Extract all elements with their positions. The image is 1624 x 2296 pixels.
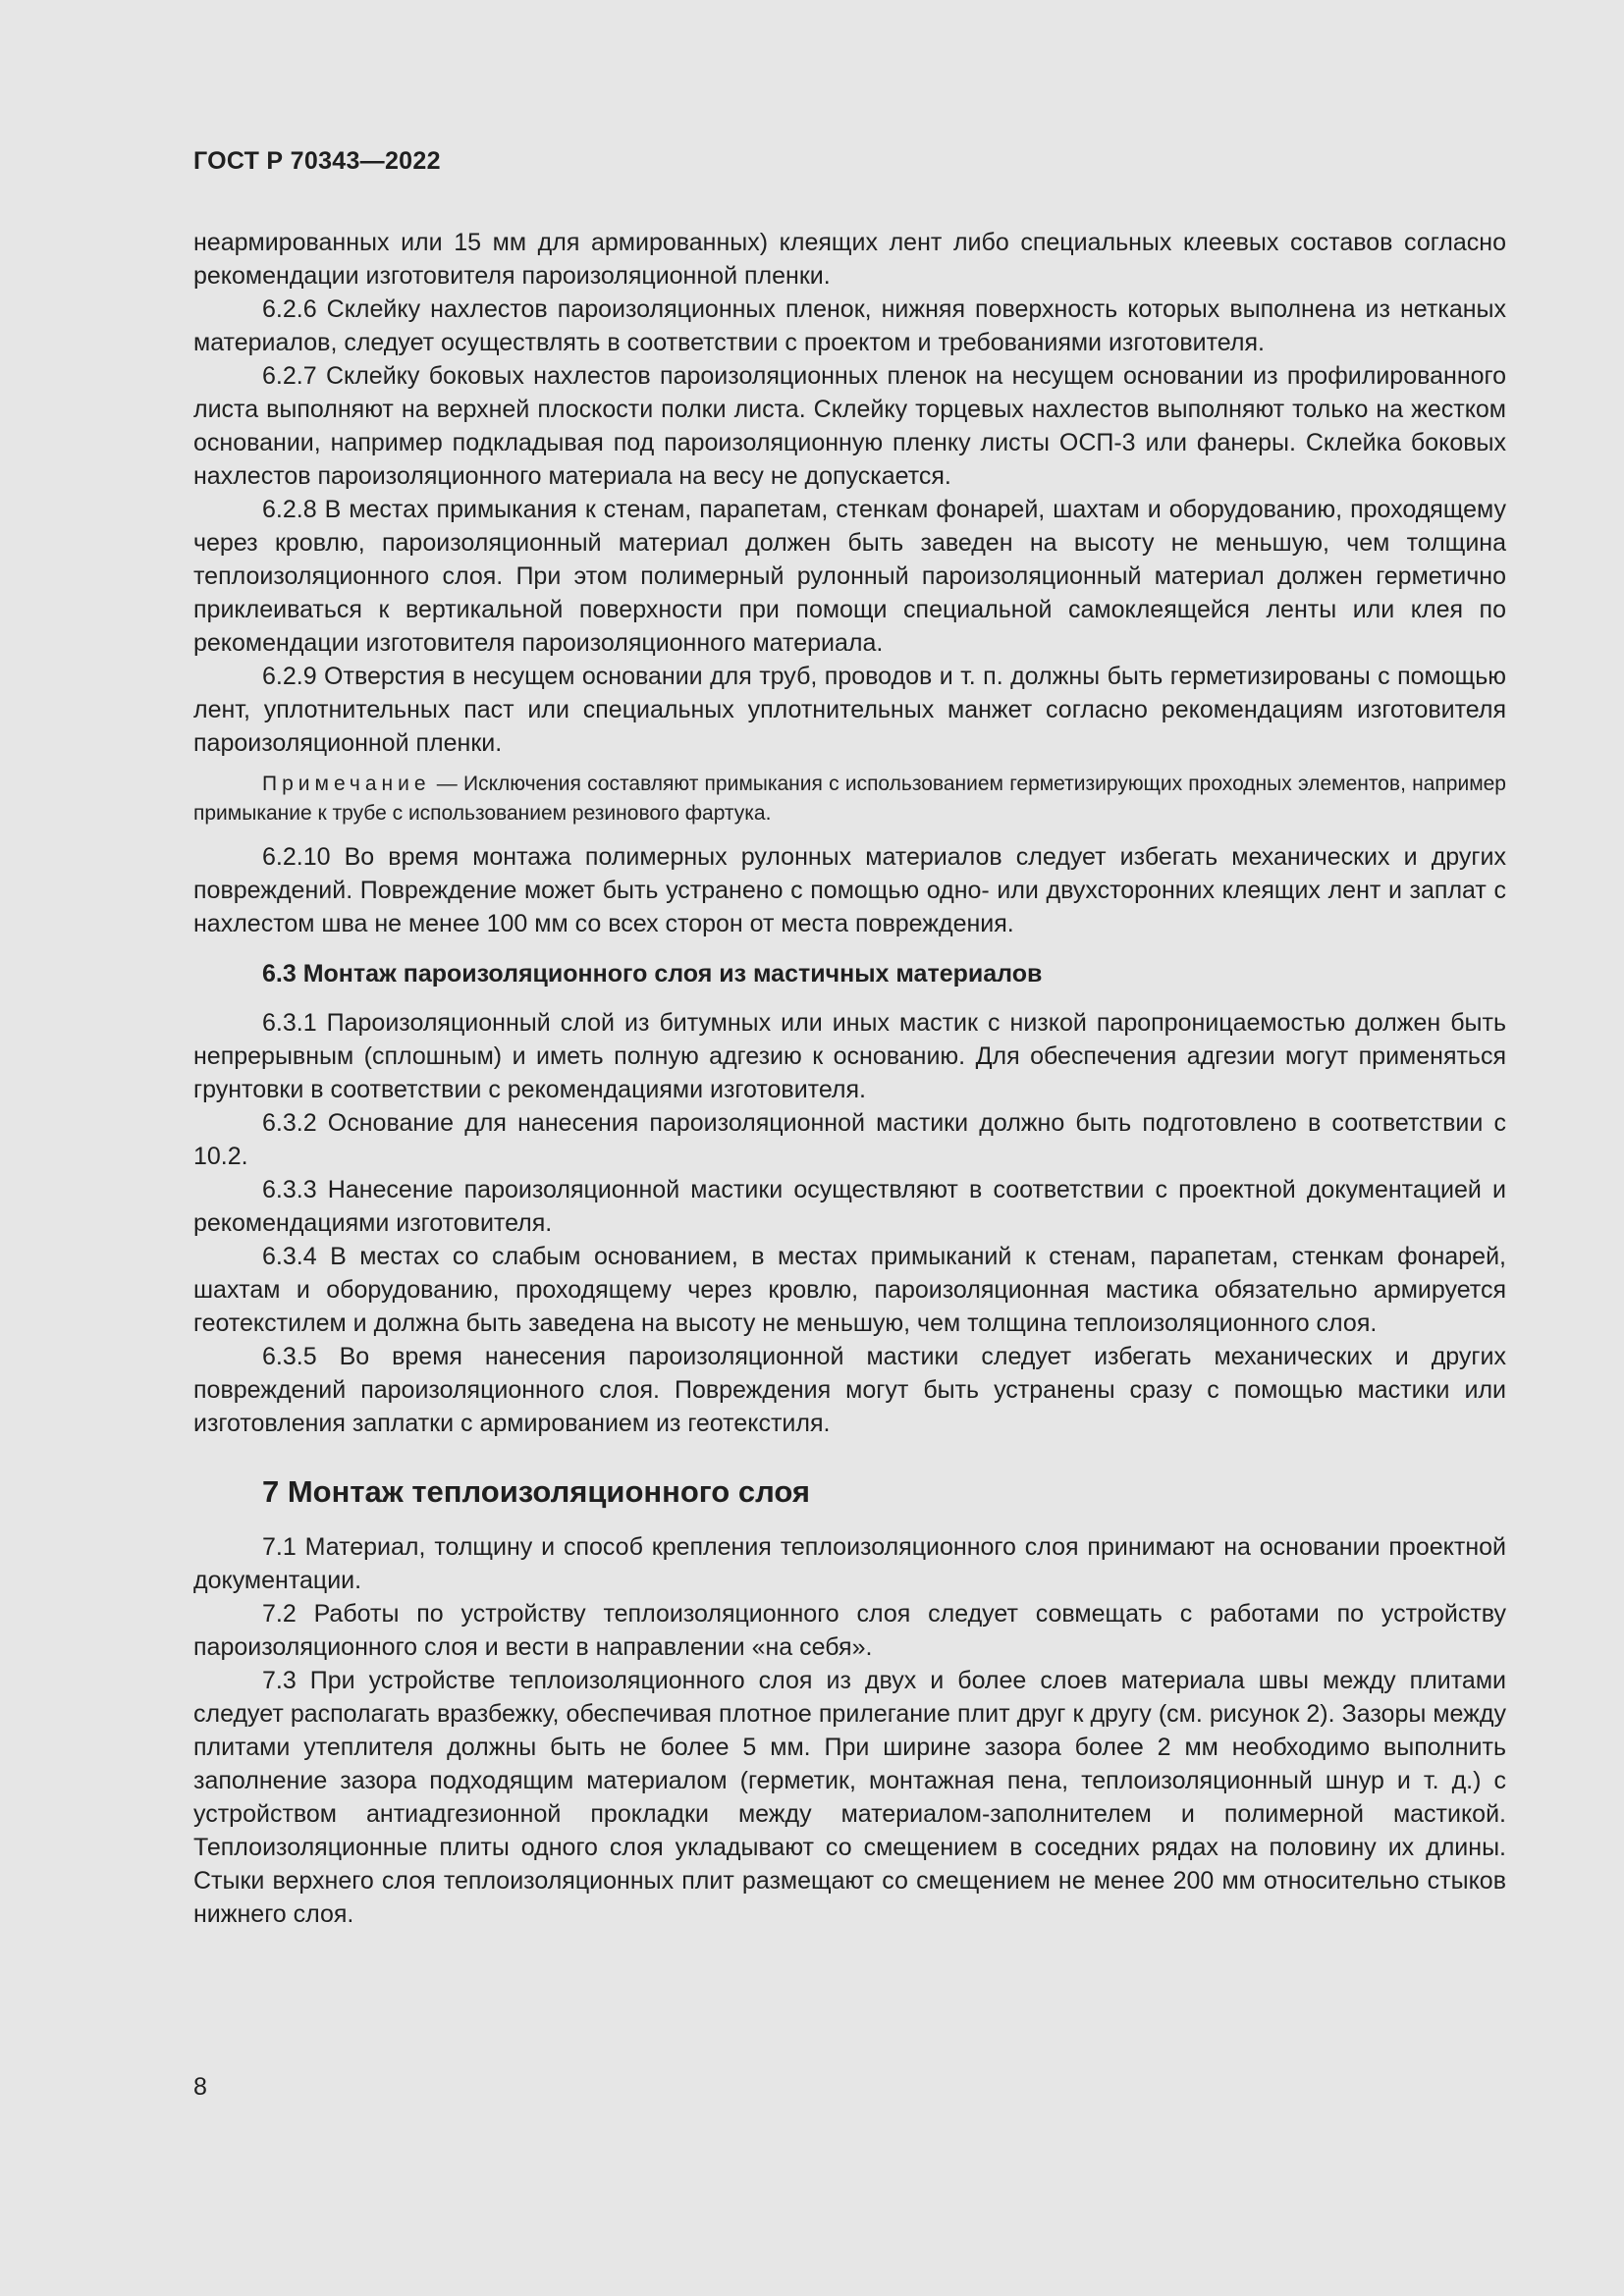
page-number: 8 (193, 2073, 207, 2101)
paragraph-6-3-1: 6.3.1 Пароизоляционный слой из битумных или иных мастик с низкой паропроницаемостью должен быть непрерывным (сплошным) и иметь полную адгезию к основанию. Для обеспечения адгезии могут применяться грунтовки в соответствии с рекомендациями изготовителя. (193, 1009, 1506, 1103)
paragraph-continuation: неармированных или 15 мм для армированных) клеящих лент либо специальных клеевых составов согласно рекомендации изготовителя пароизоляционной пленки. (193, 229, 1506, 290)
paragraph-7-2: 7.2 Работы по устройству теплоизоляционного слоя следует совмещать с работами по устройству пароизоляционного слоя и вести в направлении «на себя». (193, 1600, 1506, 1661)
paragraph-6-2-10: 6.2.10 Во время монтажа полимерных рулонных материалов следует избегать механических и других повреждений. Повреждение может быть устранено с помощью одно- или двухсторонних клеящих лент и заплат с нахлестом шва не менее 100 мм со всех сторон от места повреждения. (193, 843, 1506, 937)
note-label: Примечание (262, 773, 431, 795)
paragraph-6-3-4: 6.3.4 В местах со слабым основанием, в местах примыканий к стенам, парапетам, стенкам фонарей, шахтам и оборудованию, проходящему через кровлю, пароизоляционная мастика обязательно армируется геотекстилем и должна быть заведена на высоту не меньшую, чем толщина теплоизоляционного слоя. (193, 1243, 1506, 1337)
document-body (193, 226, 1506, 1931)
note-text: — Исключения составляют примыкания с использованием герметизирующих проходных элементов, например примыкание к трубе с использованием резинового фартука. (193, 773, 1506, 825)
note (193, 770, 1506, 828)
document-header: ГОСТ Р 70343—2022 (193, 147, 441, 175)
section-heading-7: 7 Монтаж теплоизоляционного слоя (262, 1474, 810, 1509)
paragraph-7-1: 7.1 Материал, толщину и способ крепления теплоизоляционного слоя принимают на основании проектной документации. (193, 1533, 1506, 1594)
paragraph-6-2-9: 6.2.9 Отверстия в несущем основании для труб, проводов и т. п. должны быть герметизированы с помощью лент, уплотнительных паст или специальных уплотнительных манжет согласно рекомендациям изготовителя пароизоляционной пленки. (193, 663, 1506, 757)
paragraph-6-3-2: 6.3.2 Основание для нанесения пароизоляционной мастики должно быть подготовлено в соответствии с 10.2. (193, 1109, 1506, 1170)
paragraph-6-2-7: 6.2.7 Склейку боковых нахлестов пароизоляционных пленок на несущем основании из профилированного листа выполняют на верхней плоскости полки листа. Склейку торцевых нахлестов выполняют только на жестком основании, например подкладывая под пароизоляционную пленку листы ОСП-3 или фанеры. Склейка боковых нахлестов пароизоляционного материала на весу не допускается. (193, 362, 1506, 490)
paragraph-6-2-6: 6.2.6 Склейку нахлестов пароизоляционных пленок, нижняя поверхность которых выполнена из нетканых материалов, следует осуществлять в соответствии с проектом и требованиями изготовителя. (193, 295, 1506, 356)
subsection-heading-6-3: 6.3 Монтаж пароизоляционного слоя из мастичных материалов (262, 960, 1043, 988)
paragraph-7-3: 7.3 При устройстве теплоизоляционного слоя из двух и более слоев материала швы между плитами следует располагать вразбежку, обеспечивая плотное прилегание плит друг к другу (см. рисунок 2). Зазоры между плитами утеплителя должны быть не более 5 мм. При ширине зазора более 2 мм необходимо выполнить заполнение зазора подходящим материалом (герметик, монтажная пена, теплоизоляционный шнур и т. д.) с устройством антиадгезионной прокладки между материалом-заполнителем и полимерной мастикой. Теплоизоляционные плиты одного слоя укладывают со смещением в соседних рядах на половину их длины. Стыки верхнего слоя теплоизоляционных плит размещают со смещением не менее 200 мм относительно стыков нижнего слоя. (193, 1667, 1506, 1928)
paragraph-6-2-8: 6.2.8 В местах примыкания к стенам, парапетам, стенкам фонарей, шахтам и оборудованию, проходящему через кровлю, пароизоляционный материал должен быть заведен на высоту не меньшую, чем толщина теплоизоляционного слоя. При этом полимерный рулонный пароизоляционный материал должен герметично приклеиваться к вертикальной поверхности при помощи специальной самоклеящейся ленты или клея по рекомендации изготовителя пароизоляционного материала. (193, 496, 1506, 657)
paragraph-6-3-3: 6.3.3 Нанесение пароизоляционной мастики осуществляют в соответствии с проектной документацией и рекомендациями изготовителя. (193, 1176, 1506, 1237)
paragraph-6-3-5: 6.3.5 Во время нанесения пароизоляционной мастики следует избегать механических и других повреждений пароизоляционного слоя. Повреждения могут быть устранены сразу с помощью мастики или изготовления заплатки с армированием из геотекстиля. (193, 1343, 1506, 1437)
